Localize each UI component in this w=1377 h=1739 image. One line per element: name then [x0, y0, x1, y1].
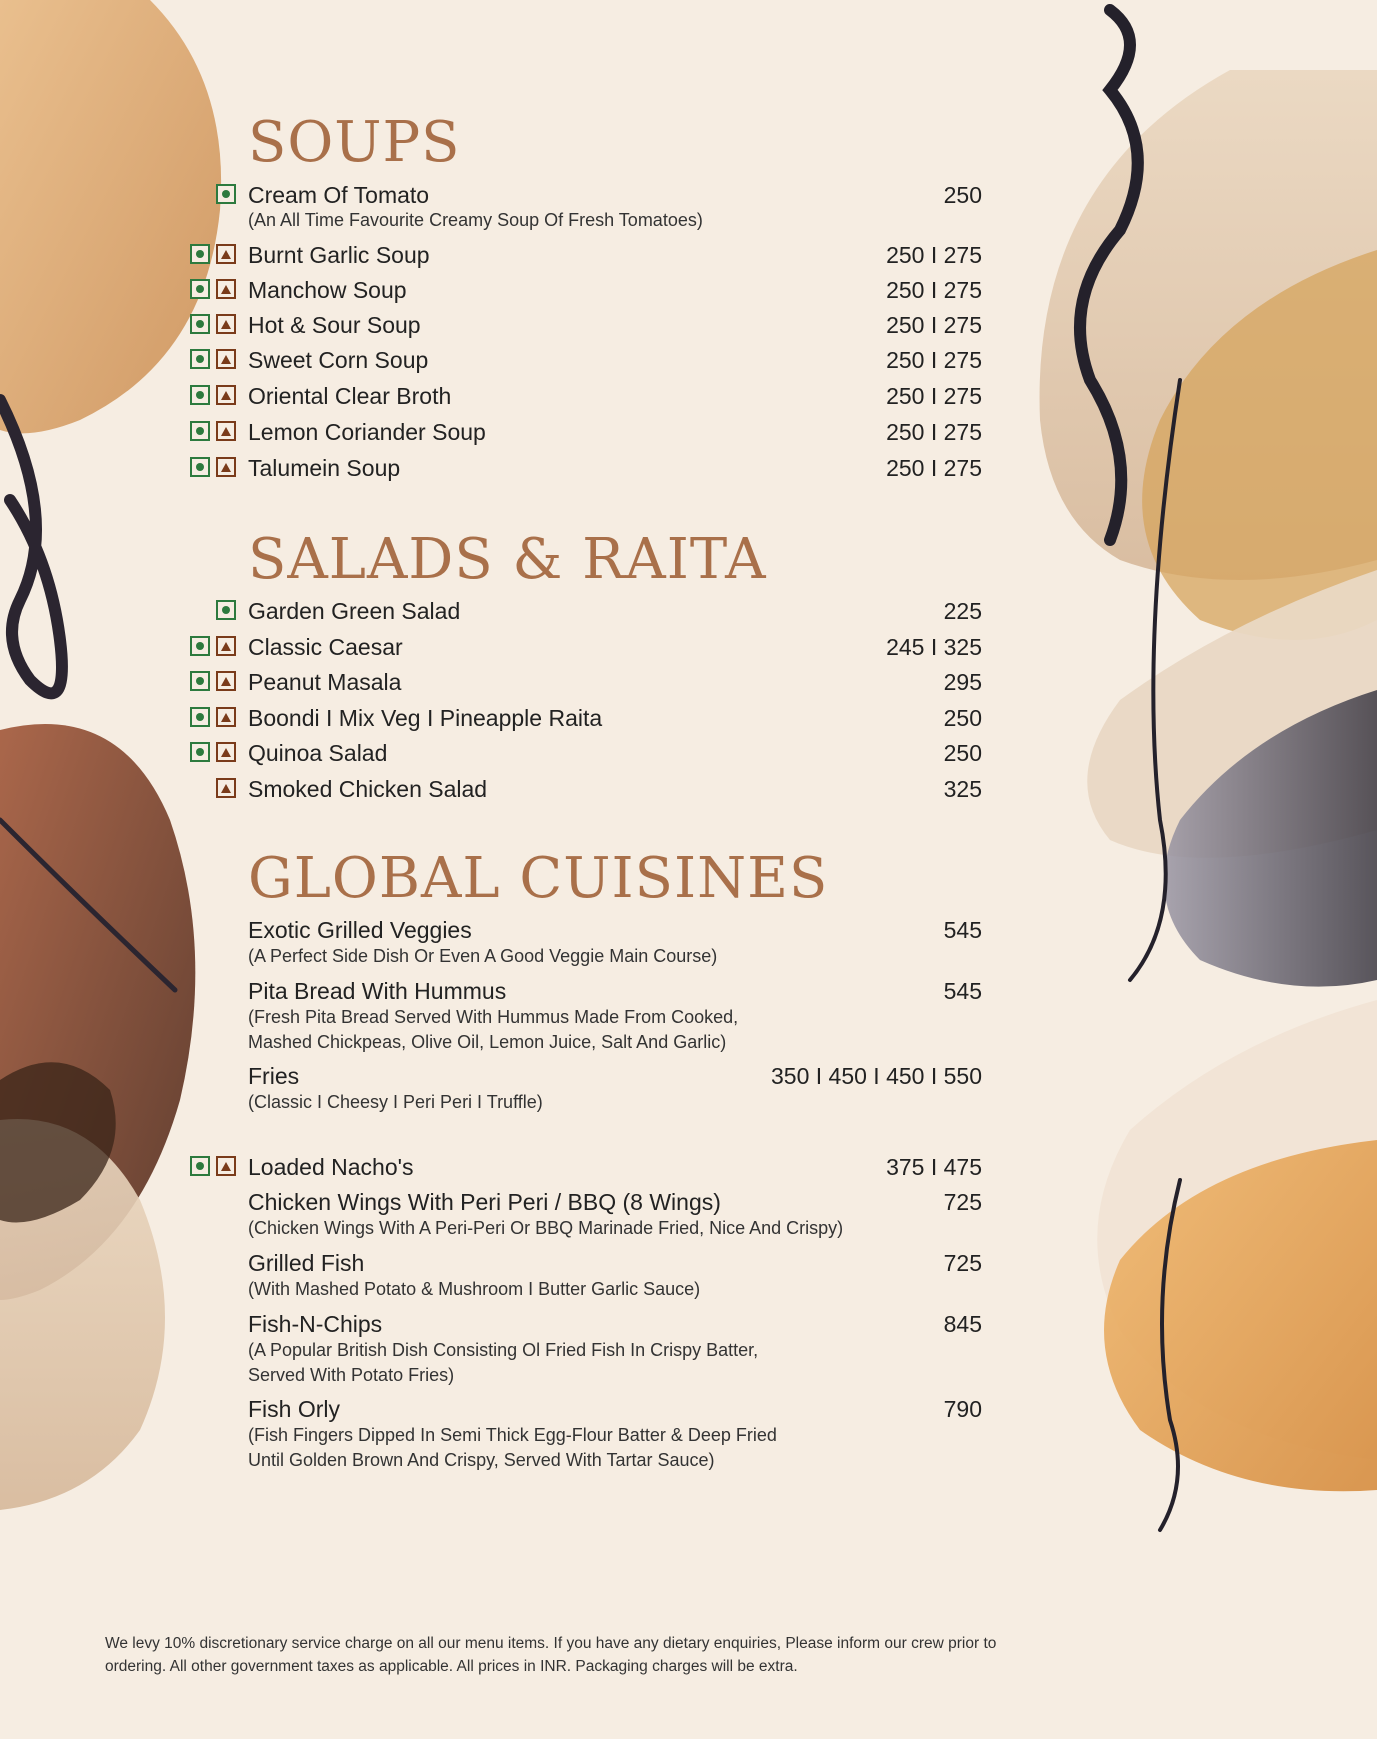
nonveg-mark-icon [216, 1156, 236, 1176]
menu-item [190, 1394, 982, 1424]
item-price: 350 I 450 I 450 I 550 [770, 1063, 982, 1089]
veg-mark-icon [190, 349, 210, 369]
menu-item [190, 453, 982, 483]
item-name: Manchow Soup [248, 277, 407, 303]
menu-item [190, 180, 982, 210]
item-name: Exotic Grilled Veggies [248, 917, 472, 943]
nonveg-mark-icon [216, 457, 236, 477]
menu-item [190, 1152, 982, 1182]
menu-item [190, 703, 982, 733]
menu-item [190, 915, 982, 945]
item-price: 250 I 275 [886, 455, 982, 481]
menu-item [190, 345, 982, 375]
item-name: Loaded Nacho's [248, 1154, 414, 1180]
item-name: Grilled Fish [248, 1250, 365, 1276]
menu-item [190, 1248, 982, 1278]
section-title-global-cuisines: GLOBAL CUISINES [248, 846, 829, 911]
item-name: Quinoa Salad [248, 740, 388, 766]
menu-item [190, 774, 982, 804]
item-price: 545 [943, 978, 982, 1004]
menu-item [190, 381, 982, 411]
item-price: 250 I 275 [886, 277, 982, 303]
item-name: Boondi I Mix Veg I Pineapple Raita [248, 705, 603, 731]
item-price: 375 I 475 [886, 1154, 982, 1180]
nonveg-mark-icon [216, 742, 236, 762]
item-name: Cream Of Tomato [248, 182, 430, 208]
menu-item [190, 667, 982, 697]
veg-mark-icon [216, 600, 236, 620]
item-price: 225 [943, 598, 982, 624]
item-price: 545 [943, 917, 982, 943]
item-price: 245 I 325 [886, 634, 982, 660]
item-description: Served With Potato Fries) [248, 1365, 455, 1385]
menu-item [190, 275, 982, 305]
menu-item [190, 976, 982, 1006]
menu-item [190, 1309, 982, 1339]
veg-mark-icon [190, 636, 210, 656]
veg-mark-icon [190, 1156, 210, 1176]
item-name: Chicken Wings With Peri Peri / BBQ (8 Wings) [248, 1189, 721, 1215]
item-name: Oriental Clear Broth [248, 383, 452, 409]
item-name: Sweet Corn Soup [248, 347, 429, 373]
item-price: 250 I 275 [886, 347, 982, 373]
menu-item [190, 310, 982, 340]
item-name: Talumein Soup [248, 455, 401, 481]
item-description: Until Golden Brown And Crispy, Served With Tartar Sauce) [248, 1450, 715, 1470]
item-price: 250 I 275 [886, 383, 982, 409]
item-name: Hot & Sour Soup [248, 312, 421, 338]
nonveg-mark-icon [216, 778, 236, 798]
veg-mark-icon [190, 279, 210, 299]
item-name: Lemon Coriander Soup [248, 419, 486, 445]
veg-mark-icon [216, 184, 236, 204]
veg-mark-icon [190, 314, 210, 334]
veg-mark-icon [190, 671, 210, 691]
item-price: 250 [943, 740, 982, 766]
nonveg-mark-icon [216, 385, 236, 405]
menu-item [190, 417, 982, 447]
item-name: Classic Caesar [248, 634, 403, 660]
section-title-salads: SALADS & RAITA [248, 527, 767, 592]
menu-item [190, 1061, 982, 1091]
nonveg-mark-icon [216, 314, 236, 334]
menu-item [190, 240, 982, 270]
item-price: 790 [943, 1396, 982, 1422]
item-price: 250 I 275 [886, 312, 982, 338]
item-price: 295 [943, 669, 982, 695]
veg-mark-icon [190, 244, 210, 264]
nonveg-mark-icon [216, 244, 236, 264]
veg-mark-icon [190, 457, 210, 477]
item-name: Fries [248, 1063, 300, 1089]
nonveg-mark-icon [216, 636, 236, 656]
item-name: Fish Orly [248, 1396, 340, 1422]
item-description: (Fish Fingers Dipped In Semi Thick Egg-Flour Batter & Deep Fried [248, 1425, 777, 1445]
veg-mark-icon [190, 707, 210, 727]
item-name: Smoked Chicken Salad [248, 776, 488, 802]
item-price: 250 [943, 705, 982, 731]
item-description: (A Popular British Dish Consisting Ol Fried Fish In Crispy Batter, [248, 1340, 759, 1360]
veg-mark-icon [190, 421, 210, 441]
item-description: (A Perfect Side Dish Or Even A Good Veggie Main Course) [248, 946, 718, 966]
veg-mark-icon [190, 742, 210, 762]
menu-item [190, 1187, 982, 1217]
item-price: 725 [943, 1189, 982, 1215]
nonveg-mark-icon [216, 349, 236, 369]
item-description: Mashed Chickpeas, Olive Oil, Lemon Juice, Salt And Garlic) [248, 1032, 727, 1052]
item-description: (Chicken Wings With A Peri-Peri Or BBQ Marinade Fried, Nice And Crispy) [248, 1218, 844, 1238]
item-name: Garden Green Salad [248, 598, 461, 624]
item-name: Pita Bread With Hummus [248, 978, 507, 1004]
item-price: 725 [943, 1250, 982, 1276]
item-description: (An All Time Favourite Creamy Soup Of Fresh Tomatoes) [248, 210, 703, 230]
nonveg-mark-icon [216, 421, 236, 441]
item-price: 250 I 275 [886, 242, 982, 268]
section-title-soups: SOUPS [248, 110, 461, 175]
item-price: 250 I 275 [886, 419, 982, 445]
item-description: (Classic I Cheesy I Peri Peri I Truffle) [248, 1092, 543, 1112]
item-description: (Fresh Pita Bread Served With Hummus Made From Cooked, [248, 1007, 739, 1027]
item-name: Fish-N-Chips [248, 1311, 383, 1337]
menu-item [190, 596, 982, 626]
veg-mark-icon [190, 385, 210, 405]
menu-item [190, 632, 982, 662]
item-description: (With Mashed Potato & Mushroom I Butter Garlic Sauce) [248, 1279, 701, 1299]
nonveg-mark-icon [216, 707, 236, 727]
nonveg-mark-icon [216, 279, 236, 299]
footer-line: We levy 10% discretionary service charge on all our menu items. If you have any dietary enquiries, Please inform our crew prior to [105, 1635, 997, 1652]
footer-note [105, 1632, 1125, 1678]
item-price: 250 [943, 182, 982, 208]
nonveg-mark-icon [216, 671, 236, 691]
item-price: 845 [943, 1311, 982, 1337]
item-name: Peanut Masala [248, 669, 402, 695]
footer-line: ordering. All other government taxes as applicable. All prices in INR. Packaging charges will be extra. [105, 1658, 798, 1675]
menu-item [190, 738, 982, 768]
item-price: 325 [943, 776, 982, 802]
item-name: Burnt Garlic Soup [248, 242, 430, 268]
